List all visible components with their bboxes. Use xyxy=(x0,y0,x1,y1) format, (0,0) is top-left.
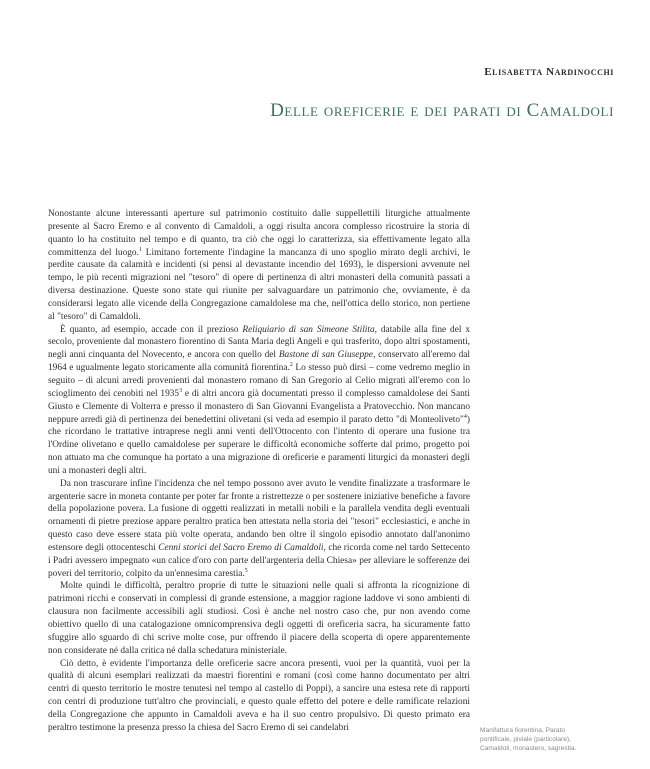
body-text xyxy=(48,208,470,735)
paragraph: Molte quindi le difficoltà, peraltro proprie di tutte le situazioni nelle quali si affronta la ricognizione di patrimoni ricchi e conservati in complessi di grande estensione, a maggior ragione laddove vi sono ambienti di clausura non facilmente accessibili agli studiosi. Così è anche nel nostro caso che, pur non avendo come obiettivo quello di una catalogazione omnicomprensiva degli oggetti di oreficeria sacra, ha sicuramente fatto sfuggire allo sguardo di chi scrive molte cose, pur offrendo il piacere della scoperta di opere apparentemente non considerate né dalla critica né dalla schedatura ministeriale. xyxy=(48,581,470,656)
paragraph: Nonostante alcune interessanti aperture sul patrimonio costituito dalle suppellettili liturgiche attualmente presente al Sacro Eremo e al convento di Camaldoli, a oggi risulta ancora complesso ricostruire la storia di quanto lo ha costituito nel tempo e di quanto, tra ciò che oggi lo caratterizza, sia effettivamente legato alla committenza del luogo.$^1$ Limitano fortemente l'indagine la mancanza di uno spoglio mirato degli archivi, le perdite causate da calamità e incidenti (si pensi al devastante incendio del 1693), le dispersioni avvenute nel tempo, le più recenti migrazioni nel "tesoro" di opere di pertinenza di altri monasteri della comunità passati a diversa destinazione. Queste sono state qui riunite per salvaguardare un patrimonio che, ovviamente, è da considerarsi legato alle vicende della Congregazione camaldolese ma che, nell'ottica dello storico, non pertiene al "tesoro" di Camaldoli. xyxy=(48,209,470,322)
image-caption: Manifattura fiorentina, Parato pontificale, piviale (particolare), Camaldoli, monastero, sagrestia. xyxy=(480,727,577,752)
footnote-ref[interactable]: 2 xyxy=(289,362,293,369)
chapter-title: Delle oreficerie e dei parati di Camaldoli xyxy=(270,100,614,121)
paragraph: Ciò detto, è evidente l'importanza delle oreficerie sacre ancora presenti, vuoi per la quantità, vuoi per la qualità di alcuni esemplari realizzati da maestri fiorentini e romani (così come hanno documentato per altri centri di questo territorio le mostre tenutesi nel tempo al castello di Poppi), a sancire una estesa rete di rapporti con centri di produzione tutt'altro che provinciali, e questo quale effetto del potere e delle ramificate relazioni della Congregazione che appunto in Camaldoli aveva e ha il suo centro propulsivo. Di questo primato era peraltro testimone la presenza presso la chiesa del Sacro Eremo di sei candelabri xyxy=(48,658,470,733)
author-name: Elisabetta Nardinocchi xyxy=(484,66,614,78)
footnote-ref[interactable]: 4 xyxy=(463,413,467,420)
footnote-ref[interactable]: 3 xyxy=(179,387,183,394)
paragraph: Da non trascurare infine l'incidenza che nel tempo possono aver avuto le vendite finalizzate a trasformare le argenterie sacre in moneta contante per poter far fronte a ristrettezze o per sostenere iniziative benefiche a favore della popolazione povera. La fusione di oggetti realizzati in metalli nobili e la parallela vendita degli eventuali ornamenti di pietre preziose appare peraltro pratica ben attestata nella storia dei "tesori" ecclesiastici, e anche in questo caso deve essere stata più volte operata, andando ben oltre il singolo episodio annotato dall'anonimo estensore degli ottocenteschi Cenni storici del Sacro Eremo di Camaldoli, che ricorda come nel tardo Settecento i Padri avessero impegnato «un calice d'oro con parte dell'argenteria della Chiesa» per alleviare le sofferenze dei poveri del territorio, colpito da un'ennesima carestia.$^5$ xyxy=(48,478,470,579)
footnote-ref[interactable]: 5 xyxy=(244,567,248,574)
paragraph: È quanto, ad esempio, accade con il prezioso Reliquiario di san Simeone Stilita, databile alla fine del x secolo, proveniente dal monastero fiorentino di Santa Maria degli Angeli e qui trasferito, dopo altri spostamenti, negli anni cinquanta del Novecento, e ancora con quello del Bastone di san Giuseppe, conservato all'eremo dal 1964 e ugualmente legato storicamente alla comunità fiorentina.$^2$ Lo stesso può dirsi – come vedremo meglio in seguito – di alcuni arredi provenienti dal monastero romano di San Gregorio al Celio migrati all'eremo con lo scioglimento dei cenobiti nel 1935$^3$ e di altri ancora già documentati presso il complesso camaldolese dei Santi Giusto e Clemente di Volterra e presso il monastero di San Giovanni Evangelista a Pratovecchio. Non mancano neppure arredi già di pertinenza dei benedettini olivetani (si veda ad esempio il parato detto "di Monteoliveto"$^4$) che ricordano le trattative intraprese negli anni venti dell'Ottocento con l'intento di operare una fusione tra l'Ordine olivetano e quello camaldolese per superare le difficoltà economiche sofferte dal primo, progetto poi non attuato ma che comunque ha portato a una migrazione di oreficerie e paramenti liturgici da monasteri degli uni a monasteri degli altri. xyxy=(48,324,470,476)
footnote-ref[interactable]: 1 xyxy=(138,246,142,253)
